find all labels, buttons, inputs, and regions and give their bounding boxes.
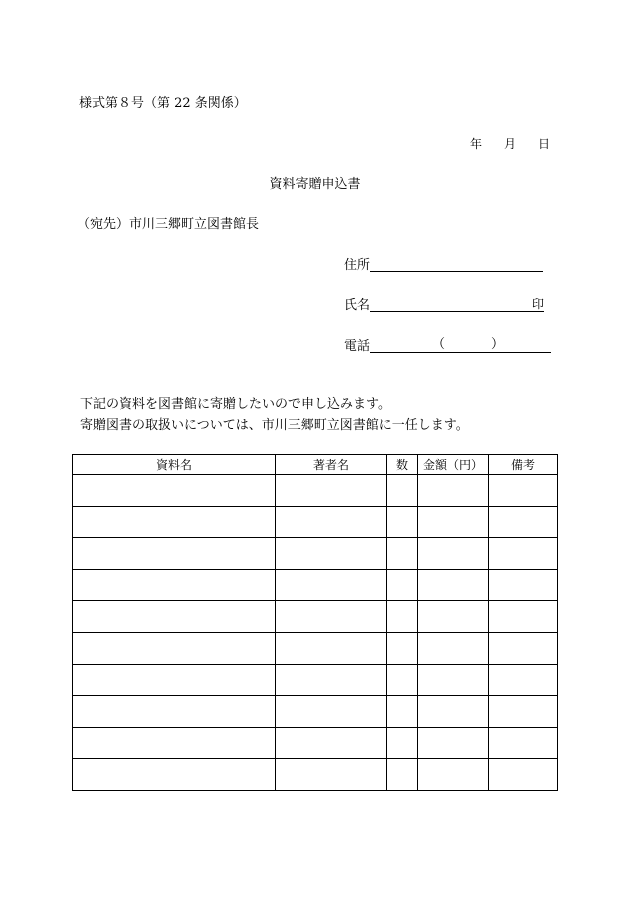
cell-title[interactable] [73,538,276,570]
cell-title[interactable] [73,664,276,696]
cell-author[interactable] [276,727,387,759]
header-price: 金額（円） [418,455,489,475]
phone-paren-open: （ [432,337,446,352]
cell-count[interactable] [387,475,418,507]
cell-author[interactable] [276,664,387,696]
cell-count[interactable] [387,506,418,538]
date-line [470,138,550,150]
cell-author[interactable] [276,601,387,633]
header-title: 資料名 [73,455,276,475]
table-header-row [73,455,558,475]
cell-count[interactable] [387,538,418,570]
address-input-line[interactable] [370,258,543,272]
seal-mark: 印 [532,297,545,311]
cell-price[interactable] [418,506,489,538]
name-input-line[interactable] [370,298,544,312]
cell-remarks[interactable] [489,538,558,570]
date-day-label: 日 [537,137,550,151]
cell-count[interactable] [387,632,418,664]
phone-field-row [344,339,551,353]
cell-remarks[interactable] [489,727,558,759]
cell-price[interactable] [418,632,489,664]
document-title: 資料寄贈申込書 [269,177,361,192]
table-row [73,727,558,759]
name-field-row [344,298,544,312]
cell-count[interactable] [387,727,418,759]
cell-remarks[interactable] [489,664,558,696]
cell-price[interactable] [418,601,489,633]
cell-remarks[interactable] [489,475,558,507]
header-author: 著者名 [276,455,387,475]
date-month-label: 月 [503,137,516,151]
table-row [73,475,558,507]
table-row [73,664,558,696]
cell-remarks[interactable] [489,759,558,791]
cell-title[interactable] [73,506,276,538]
cell-author[interactable] [276,538,387,570]
cell-price[interactable] [418,727,489,759]
cell-title[interactable] [73,601,276,633]
cell-title[interactable] [73,475,276,507]
addressee: （宛先）市川三郷町立図書館長 [77,217,260,232]
phone-input-line[interactable] [370,339,551,353]
address-label: 住所 [344,258,371,273]
table-row [73,569,558,601]
cell-title[interactable] [73,632,276,664]
table-body [73,475,558,791]
cell-count[interactable] [387,601,418,633]
cell-title[interactable] [73,759,276,791]
cell-price[interactable] [418,759,489,791]
table-row [73,696,558,728]
cell-author[interactable] [276,632,387,664]
cell-price[interactable] [418,664,489,696]
statement-line-1: 下記の資料を図書館に寄贈したいので申し込みます。 [80,397,391,412]
cell-count[interactable] [387,759,418,791]
cell-remarks[interactable] [489,569,558,601]
table-row [73,538,558,570]
cell-title[interactable] [73,727,276,759]
header-remarks: 備考 [489,455,558,475]
cell-author[interactable] [276,475,387,507]
cell-author[interactable] [276,506,387,538]
cell-count[interactable] [387,569,418,601]
cell-remarks[interactable] [489,696,558,728]
cell-count[interactable] [387,664,418,696]
cell-price[interactable] [418,696,489,728]
donation-items-table [72,454,558,791]
name-label: 氏名 [344,298,371,313]
cell-author[interactable] [276,696,387,728]
cell-author[interactable] [276,759,387,791]
form-number: 様式第８号（第 22 条関係） [79,96,247,111]
cell-price[interactable] [418,538,489,570]
phone-label: 電話 [344,339,371,354]
table-row [73,506,558,538]
phone-paren-close: ） [491,337,505,352]
cell-title[interactable] [73,569,276,601]
table-row [73,632,558,664]
cell-remarks[interactable] [489,506,558,538]
cell-price[interactable] [418,569,489,601]
cell-price[interactable] [418,475,489,507]
cell-author[interactable] [276,569,387,601]
cell-count[interactable] [387,696,418,728]
table-row [73,759,558,791]
address-field-row [344,258,543,272]
cell-remarks[interactable] [489,632,558,664]
date-year-label: 年 [469,137,482,151]
header-count: 数 [387,455,418,475]
cell-title[interactable] [73,696,276,728]
cell-remarks[interactable] [489,601,558,633]
statement-line-2: 寄贈図書の取扱いについては、市川三郷町立図書館に一任します。 [80,418,469,433]
table-row [73,601,558,633]
